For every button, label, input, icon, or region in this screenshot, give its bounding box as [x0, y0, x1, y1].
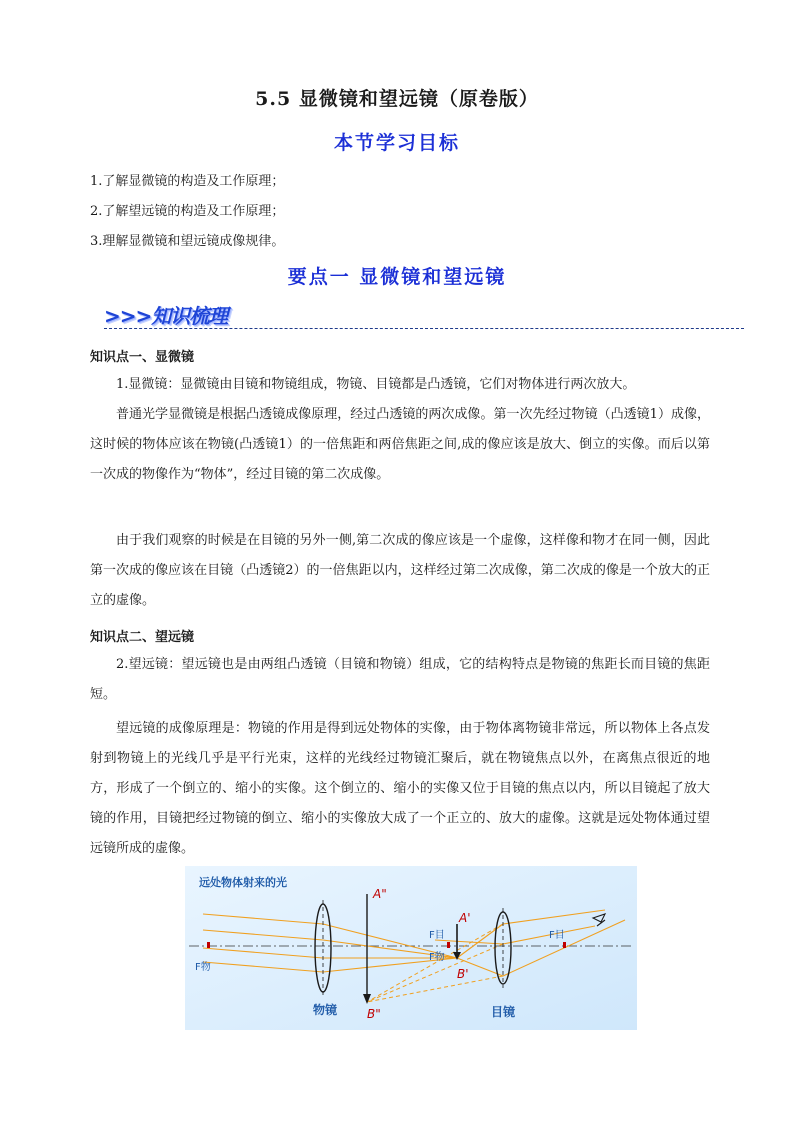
banner-text: >>>知识梳理 [104, 304, 228, 328]
label-eyepiece-lens: 目镜 [491, 1005, 516, 1019]
telescope-diagram [185, 866, 637, 1030]
diagram-caption: 远处物体射来的光 [199, 876, 287, 889]
goal-item: 2.了解望远镜的构造及工作原理； [90, 204, 285, 219]
label-objective-lens: 物镜 [313, 1003, 338, 1017]
paragraph: 望远镜的成像原理是：物镜的作用是得到远处物体的实像，由于物体离物镜非常远，所以物体上各点发射到物镜上的光线几乎是平行光束，这样的光线经过物镜汇聚后，就在物镜焦点以外，在离焦点很近的地方，形成了一个倒立的、缩小的实像。这个倒立的、缩小的实像又位于目镜的焦点以内，所以目镜起了放大镜的作用，目镜把经过物镜的倒立、缩小的实像放大成了一个正立的、放大的虚像。这就是远处物体通过望远镜所成的虚像。 [90, 721, 710, 856]
paragraph: 由于我们观察的时候是在目镜的另外一侧,第二次成的像应该是一个虚像，这样像和物才在同一侧，因此第一次成的像应该在目镜（凸透镜2）的一倍焦距以内，这样经过第二次成像，第二次成的像是一个放大的正立的虚像。 [90, 533, 710, 608]
focal-point-marker [447, 942, 450, 948]
goal-item: 1.了解显微镜的构造及工作原理； [90, 174, 285, 189]
paragraph: 普通光学显微镜是根据凸透镜成像原理，经过凸透镜的两次成像。第一次先经过物镜（凸透镜1）成像，这时候的物体应该在物镜(凸透镜1）的一倍焦距和两倍焦距之间,成的像应该是放大、倒立的实像。而后以第一次成的物像作为“物体”，经过目镜的第二次成像。 [90, 407, 710, 482]
focal-point-marker [563, 942, 566, 948]
label-f-eyepiece-1: F目 [429, 930, 445, 941]
knowledge-point-1-title: 知识点一、显微镜 [90, 350, 195, 365]
label-f-eyepiece-2: F目 [549, 930, 565, 941]
paragraph: 2.望远镜：望远镜也是由两组凸透镜（目镜和物镜）组成，它的结构特点是物镜的焦距长而目镜的焦距短。 [90, 657, 710, 702]
label-a-prime: A' [459, 911, 471, 925]
diagram-background [185, 866, 637, 1030]
label-f-objective: F物 [195, 962, 211, 973]
learning-goals-heading: 本节学习目标 [333, 132, 460, 154]
goal-item: 3.理解显微镜和望远镜成像规律。 [90, 234, 285, 249]
label-f-objective-2: F物 [429, 952, 445, 963]
banner-divider [104, 328, 744, 329]
focal-point-marker [207, 942, 210, 948]
section-heading: 要点一 显微镜和望远镜 [287, 266, 507, 288]
label-b-double-prime: B" [367, 1007, 381, 1021]
label-b-prime: B' [457, 967, 469, 981]
paragraph: 1.显微镜：显微镜由目镜和物镜组成，物镜、目镜都是凸透镜，它们对物体进行两次放大。 [116, 377, 636, 392]
page-title: 5.5 显微镜和望远镜（原卷版） [255, 88, 539, 110]
knowledge-point-2-title: 知识点二、望远镜 [90, 630, 195, 645]
label-a-double-prime: A" [373, 887, 387, 901]
knowledge-banner [104, 300, 744, 332]
